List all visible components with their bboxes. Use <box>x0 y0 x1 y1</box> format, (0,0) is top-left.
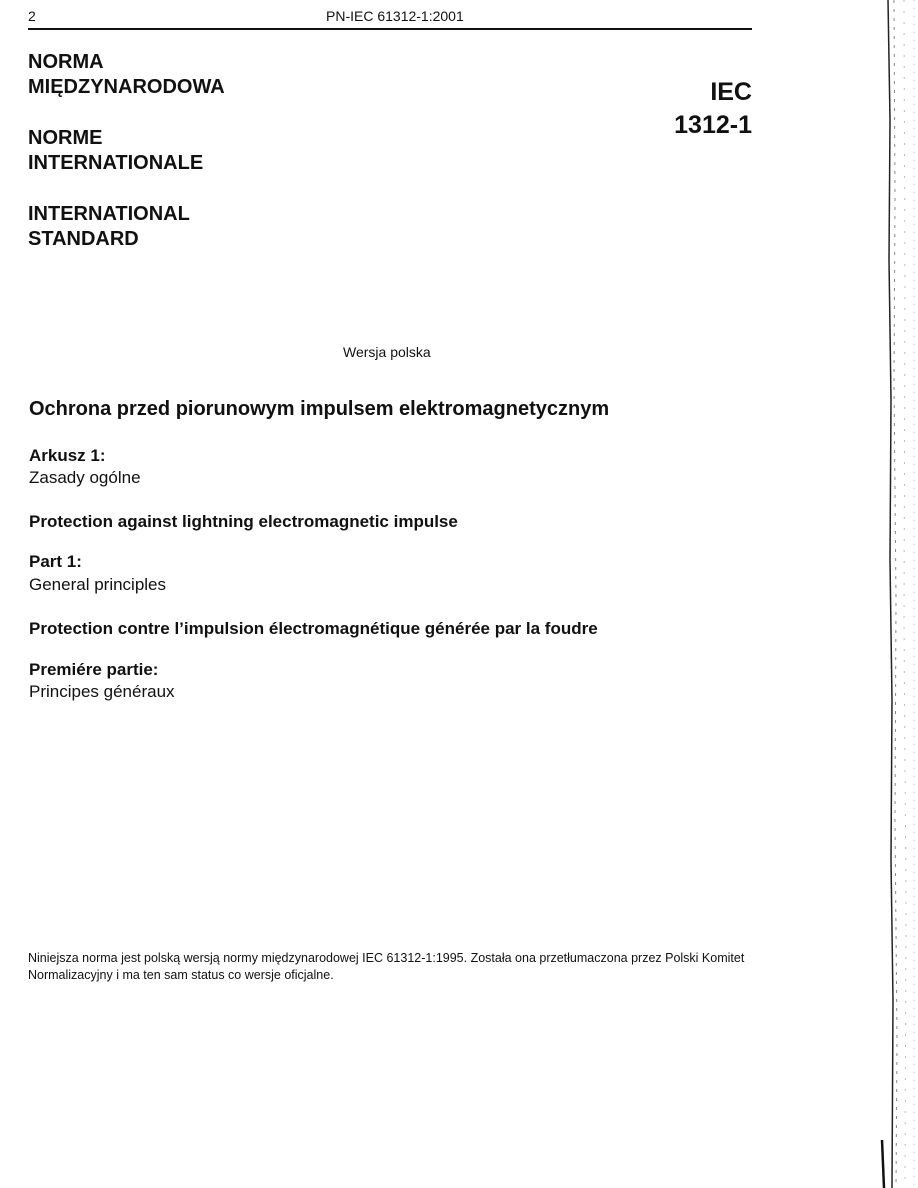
page-number: 2 <box>28 8 36 24</box>
version-label: Wersja polska <box>343 344 431 360</box>
designation-line: MIĘDZYNARODOWA <box>28 76 225 98</box>
designation-english <box>28 202 190 252</box>
header-rule <box>28 28 752 30</box>
french-title: Protection contre l’impulsion électromagnétique générée par la foudre <box>29 619 598 638</box>
designation-line: NORMA <box>28 51 104 73</box>
iec-label: IEC <box>710 78 752 106</box>
footnote: Niniejsza norma jest polską wersją normy międzynarodowej IEC 61312-1:1995. Została ona przetłumaczona przez Polski Komitet Normalizacyjny i ma ten sam status co wersje oficjalne. <box>28 951 745 982</box>
english-part-label: Part 1: <box>29 552 82 571</box>
french-part-title: Principes généraux <box>29 682 175 701</box>
main-title: Ochrona przed piorunowym impulsem elektromagnetycznym <box>29 398 610 420</box>
polish-part-label: Arkusz 1: <box>29 446 106 465</box>
document-id: PN-IEC 61312-1:2001 <box>326 8 464 24</box>
designation-line: INTERNATIONALE <box>28 152 204 174</box>
polish-part-title: Zasady ogólne <box>29 468 141 487</box>
designation-french <box>28 126 203 176</box>
iec-designation <box>674 76 752 142</box>
scan-edge <box>848 0 918 1188</box>
english-title: Protection against lightning electromagnetic impulse <box>29 512 458 531</box>
iec-number: 1312-1 <box>674 111 752 139</box>
designation-line: NORME <box>28 127 103 149</box>
english-part-title: General principles <box>29 575 167 594</box>
french-part-label: Premiére partie: <box>29 660 159 679</box>
designation-line: INTERNATIONAL <box>28 203 190 225</box>
designation-polish <box>28 50 225 100</box>
designation-line: STANDARD <box>28 228 139 250</box>
